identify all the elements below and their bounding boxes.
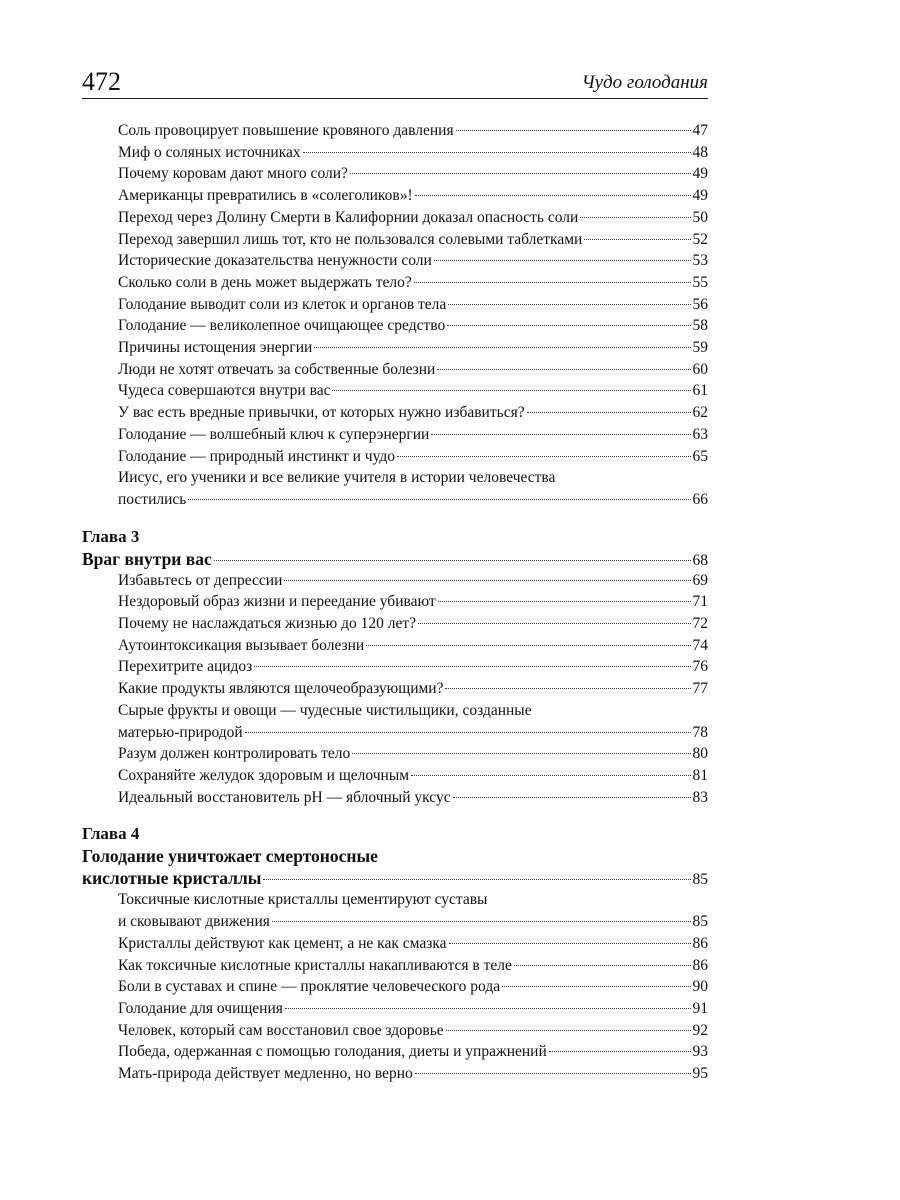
toc-entry-page: 63: [692, 425, 708, 443]
toc-entry-title: Избавьтесь от депрессии: [118, 571, 283, 589]
toc-entry-page: 49: [692, 165, 708, 183]
dot-leader: [445, 688, 690, 689]
toc-entry-title: Почему не наслаждаться жизнью до 120 лет?: [118, 615, 417, 633]
toc-entry-page: 80: [692, 745, 708, 763]
toc-entry-page: 60: [692, 360, 708, 378]
chapter-page: 68: [692, 551, 708, 569]
toc-entry-page: 86: [692, 956, 708, 974]
chapter-label: Глава 3: [82, 526, 140, 546]
page-number: 472: [82, 67, 121, 96]
toc-entry-page: 66: [692, 490, 708, 508]
toc-entry-title: Американцы превратились в «солеголиков»!: [118, 187, 413, 205]
dot-leader: [415, 1073, 691, 1074]
chapter-4-section: [82, 822, 708, 1084]
toc-entry-title: Переход через Долину Смерти в Калифорнии доказал опасность соли: [118, 208, 579, 226]
toc-entry-page: 76: [692, 658, 708, 676]
toc-entry: [82, 656, 708, 678]
toc-entry: [82, 207, 708, 229]
dot-leader: [456, 130, 691, 131]
toc-entry-page: 78: [692, 723, 708, 741]
toc-entry-title: Сколько соли в день может выдержать тело?: [118, 273, 412, 291]
toc-entry-title-line1: Иисус, его ученики и все великие учителя в истории человечества: [118, 469, 556, 487]
toc-entry-title: Разум должен контролировать тело: [118, 745, 351, 763]
toc-entry-title: и сковывают движения: [118, 913, 270, 931]
toc-entry-page: 50: [692, 208, 708, 226]
dot-leader: [446, 1030, 691, 1031]
toc-entry-page: 69: [692, 571, 708, 589]
dot-leader: [437, 369, 690, 370]
toc-entry-title: Люди не хотят отвечать за собственные болезни: [118, 360, 436, 378]
chapter-title-entry: [82, 548, 708, 570]
dot-leader: [285, 1008, 691, 1009]
toc-entry-page: 49: [692, 187, 708, 205]
toc-entry: [82, 743, 708, 765]
toc-entry: [82, 446, 708, 468]
toc-entry: [82, 911, 708, 933]
toc-entry: [82, 955, 708, 977]
dot-leader: [188, 499, 690, 500]
dot-leader: [434, 260, 691, 261]
dot-leader: [414, 282, 691, 283]
dot-leader: [453, 797, 691, 798]
toc-entry: [82, 787, 708, 809]
dot-leader: [449, 943, 691, 944]
dot-leader: [418, 623, 690, 624]
chapter-title: кислотные кристаллы: [82, 868, 262, 889]
dot-leader: [366, 645, 690, 646]
running-title: Чудо голодания: [581, 72, 708, 93]
toc-entry: [82, 294, 708, 316]
toc-entry-page: 93: [692, 1043, 708, 1061]
chapter-label: Глава 4: [82, 824, 140, 844]
toc-entry: [82, 635, 708, 657]
toc-entry: [82, 380, 708, 402]
dot-leader: [397, 456, 690, 457]
toc-entry-title: постились: [118, 490, 187, 508]
toc-entry: [82, 250, 708, 272]
dot-leader: [527, 412, 691, 413]
toc-entry-page: 91: [692, 999, 708, 1017]
toc-entry: [82, 1063, 708, 1085]
toc-entry-page: 55: [692, 273, 708, 291]
toc-entry-title: Как токсичные кислотные кристаллы накапливаются в теле: [118, 956, 512, 974]
toc-entry: [82, 315, 708, 337]
toc-entry: [82, 591, 708, 613]
toc-entry-page: 95: [692, 1065, 708, 1083]
toc-entry-title: Нездоровый образ жизни и переедание убивают: [118, 593, 436, 611]
toc-entry: [82, 359, 708, 381]
toc-entry: [82, 678, 708, 700]
dot-leader: [272, 921, 691, 922]
chapter-page: 85: [692, 871, 708, 889]
toc-entry-title: Голодание выводит соли из клеток и органов тела: [118, 295, 447, 313]
toc-entry-page: 53: [692, 252, 708, 270]
dot-leader: [350, 173, 691, 174]
toc-entry-page: 58: [692, 317, 708, 335]
table-of-contents: [82, 120, 708, 1085]
dot-leader: [214, 560, 691, 561]
toc-entry: [82, 185, 708, 207]
toc-entry-title: Почему коровам дают много соли?: [118, 165, 348, 183]
dot-leader: [254, 666, 690, 667]
toc-entry: [82, 229, 708, 251]
dot-leader: [438, 601, 691, 602]
toc-entry-multiline: [82, 889, 708, 932]
dot-leader: [580, 217, 690, 218]
dot-leader: [332, 390, 690, 391]
toc-entry: [82, 1020, 708, 1042]
toc-entry-page: 81: [692, 766, 708, 784]
toc-entry-page: 85: [692, 913, 708, 931]
dot-leader: [584, 239, 690, 240]
dot-leader: [431, 434, 690, 435]
dot-leader: [502, 986, 690, 987]
toc-entry-title: Голодание — волшебный ключ к суперэнергии: [118, 425, 430, 443]
toc-entry-title: Какие продукты являются щелочеобразующими?: [118, 680, 444, 698]
toc-entry-page: 56: [692, 295, 708, 313]
toc-entry-title: Сохраняйте желудок здоровым и щелочным: [118, 766, 410, 784]
toc-entry: [82, 933, 708, 955]
toc-entry-title: Исторические доказательства ненужности соли: [118, 252, 432, 270]
dot-leader: [352, 753, 690, 754]
dot-leader: [303, 152, 691, 153]
toc-entry-title: Победа, одержанная с помощью голодания, диеты и упражнений: [118, 1043, 547, 1061]
toc-entry-page: 61: [692, 382, 708, 400]
toc-entry-page: 62: [692, 404, 708, 422]
toc-entry-title: Мать-природа действует медленно, но верно: [118, 1065, 413, 1083]
toc-entry: [82, 337, 708, 359]
dot-leader: [447, 325, 690, 326]
dot-leader: [263, 879, 690, 880]
dot-leader: [314, 347, 690, 348]
toc-entry-title: Голодание для очищения: [118, 999, 283, 1017]
toc-entry-title: Аутоинтоксикация вызывает болезни: [118, 636, 365, 654]
toc-entry: [82, 613, 708, 635]
toc-entry: [82, 998, 708, 1020]
toc-entry-page: 59: [692, 339, 708, 357]
toc-entry-page: 65: [692, 447, 708, 465]
chapter-title: Враг внутри вас: [82, 548, 212, 569]
toc-entry-title-line1: Сырые фрукты и овощи — чудесные чистильщики, созданные: [118, 701, 532, 719]
dot-leader: [514, 965, 691, 966]
toc-entry-page: 74: [692, 636, 708, 654]
toc-entry: [82, 1041, 708, 1063]
toc-entry-multiline: [82, 700, 708, 743]
toc-entry-page: 90: [692, 978, 708, 996]
toc-entry: [82, 424, 708, 446]
toc-entry: [82, 722, 708, 744]
toc-entry-title: Боли в суставах и спине — проклятие человеческого рода: [118, 978, 501, 996]
toc-entry-page: 92: [692, 1021, 708, 1039]
toc-entry-title: Голодание — великолепное очищающее средство: [118, 317, 446, 335]
toc-entry-title: Перехитрите ацидоз: [118, 658, 253, 676]
toc-entry-title: У вас есть вредные привычки, от которых нужно избавиться?: [118, 404, 525, 422]
toc-entry: [82, 976, 708, 998]
chapter-title-line1: Голодание уничтожает смертоносные: [82, 846, 378, 867]
dot-leader: [415, 195, 691, 196]
toc-entry-page: 86: [692, 934, 708, 952]
toc-entry: [82, 120, 708, 142]
toc-entry: [82, 163, 708, 185]
toc-entry-title: Кристаллы действуют как цемент, а не как смазка: [118, 934, 447, 952]
dot-leader: [284, 580, 690, 581]
dot-leader: [549, 1051, 691, 1052]
toc-entry: [82, 402, 708, 424]
dot-leader: [448, 304, 690, 305]
toc-entry-page: 47: [692, 122, 708, 139]
dot-leader: [411, 775, 690, 776]
toc-entry: [82, 489, 708, 511]
toc-entry-page: 71: [692, 593, 708, 611]
toc-entry-page: 83: [692, 788, 708, 806]
toc-entry-page: 52: [692, 230, 708, 248]
toc-section-continued: [82, 120, 708, 511]
toc-entry-title: Человек, который сам восстановил свое здоровье: [118, 1021, 444, 1039]
toc-entry-title: Голодание — природный инстинкт и чудо: [118, 447, 396, 465]
toc-entry-title: Идеальный восстановитель pH — яблочный уксус: [118, 788, 451, 806]
dot-leader: [245, 732, 691, 733]
chapter-3-section: [82, 525, 708, 809]
toc-entry-multiline: [82, 467, 708, 510]
toc-entry: [82, 765, 708, 787]
chapter-title-entry: [82, 867, 708, 889]
toc-entry-title: Чудеса совершаются внутри вас: [118, 382, 331, 400]
toc-entry: [82, 142, 708, 164]
toc-entry-page: 77: [692, 680, 708, 698]
toc-entry-page: 48: [692, 143, 708, 161]
toc-entry-title: Соль провоцирует повышение кровяного давления: [118, 122, 454, 139]
page-header: [82, 66, 708, 99]
toc-entry-page: 72: [692, 615, 708, 633]
toc-entry-title: Причины истощения энергии: [118, 339, 313, 357]
toc-entry: [82, 272, 708, 294]
toc-entry-title: матерью-природой: [118, 723, 243, 741]
toc-entry: [82, 570, 708, 592]
toc-entry-title: Миф о соляных источниках: [118, 143, 301, 161]
toc-entry-title-line1: Токсичные кислотные кристаллы цементируют суставы: [118, 891, 488, 909]
toc-entry-title: Переход завершил лишь тот, кто не пользовался солевыми таблетками: [118, 230, 583, 248]
